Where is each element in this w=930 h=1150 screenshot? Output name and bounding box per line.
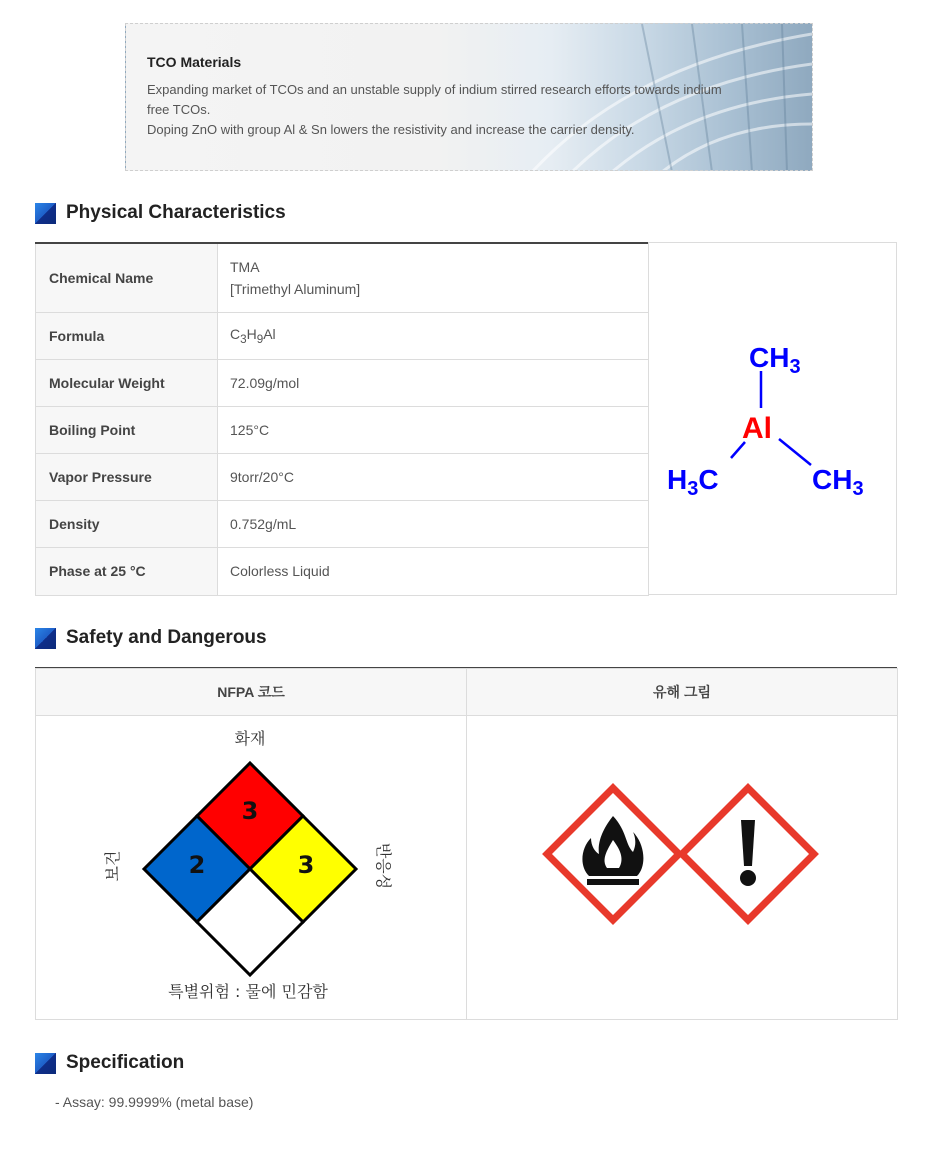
row-label: Molecular Weight xyxy=(36,359,218,406)
exclamation-icon xyxy=(682,788,814,920)
row-label: Formula xyxy=(36,312,218,359)
section-title: Safety and Dangerous xyxy=(66,627,267,648)
row-label: Chemical Name xyxy=(36,243,218,312)
safety-heading xyxy=(35,627,267,649)
nfpa-cell xyxy=(36,716,467,1020)
methyl-right: $CH_3$ xyxy=(812,464,864,500)
methyl-top: $CH_3$ xyxy=(749,342,801,378)
nfpa-diamond xyxy=(36,716,466,1014)
special-label: 특별위험 : 물에 민감함 xyxy=(168,982,328,1001)
reactivity-rating: 3 xyxy=(297,851,315,879)
reactivity-label: 반응성 xyxy=(374,842,393,890)
tma-structure-diagram xyxy=(649,243,898,596)
physical-heading xyxy=(35,202,286,224)
safety-section xyxy=(35,667,897,1013)
table-row xyxy=(36,359,649,406)
physical-table xyxy=(35,242,649,596)
health-rating: 2 xyxy=(188,851,206,879)
row-label: Vapor Pressure xyxy=(36,453,218,500)
square-bullet-icon xyxy=(35,203,56,224)
row-value: 0.752g/mL xyxy=(218,500,649,547)
row-label: Density xyxy=(36,500,218,547)
safety-table xyxy=(35,668,898,1020)
fire-rating: 3 xyxy=(241,797,259,825)
row-value xyxy=(218,243,649,312)
chemical-fullname: [Trimethyl Aluminum] xyxy=(230,280,361,297)
row-value: Colorless Liquid xyxy=(218,547,649,595)
pictogram-cell xyxy=(467,716,898,1020)
methyl-left: $H_3C$ xyxy=(667,464,719,500)
square-bullet-icon xyxy=(35,1053,56,1074)
tco-banner xyxy=(125,23,813,171)
row-value: 72.09g/mol xyxy=(218,359,649,406)
row-label: Phase at 25 °C xyxy=(36,547,218,595)
table-row xyxy=(36,406,649,453)
row-label: Boiling Point xyxy=(36,406,218,453)
formula-value: $C_3H_9Al$ xyxy=(218,312,649,359)
banner-text-line: Expanding market of TCOs and an unstable supply of indium stirred research efforts towards indium xyxy=(147,82,722,97)
ghs-pictograms xyxy=(467,716,897,1014)
table-row xyxy=(36,547,649,595)
table-row xyxy=(36,453,649,500)
physical-section xyxy=(35,242,897,595)
aluminum-atom: Al xyxy=(742,412,772,445)
column-header: NFPA 코드 xyxy=(36,669,467,716)
banner-title: TCO Materials xyxy=(147,54,242,70)
health-label: 보건 xyxy=(103,850,122,882)
fire-label: 화재 xyxy=(234,729,266,748)
table-row xyxy=(36,312,649,359)
specification-heading xyxy=(35,1052,184,1074)
table-row xyxy=(36,243,649,312)
table-row xyxy=(36,500,649,547)
banner-text-line: free TCOs. xyxy=(147,102,211,117)
flame-icon xyxy=(547,788,679,920)
section-title: Specification xyxy=(66,1052,185,1073)
specification-text: - Assay: 99.9999% (metal base) xyxy=(55,1094,254,1110)
square-bullet-icon xyxy=(35,628,56,649)
section-title: Physical Characteristics xyxy=(66,202,286,223)
banner-text-line: Doping ZnO with group Al & Sn lowers the resistivity and increase the carrier density. xyxy=(147,122,635,137)
molecule-structure xyxy=(648,242,897,595)
column-header: 유해 그림 xyxy=(467,669,898,716)
row-value: 9torr/20°C xyxy=(218,453,649,500)
row-value: 125°C xyxy=(218,406,649,453)
chemical-name: TMA xyxy=(230,258,260,275)
